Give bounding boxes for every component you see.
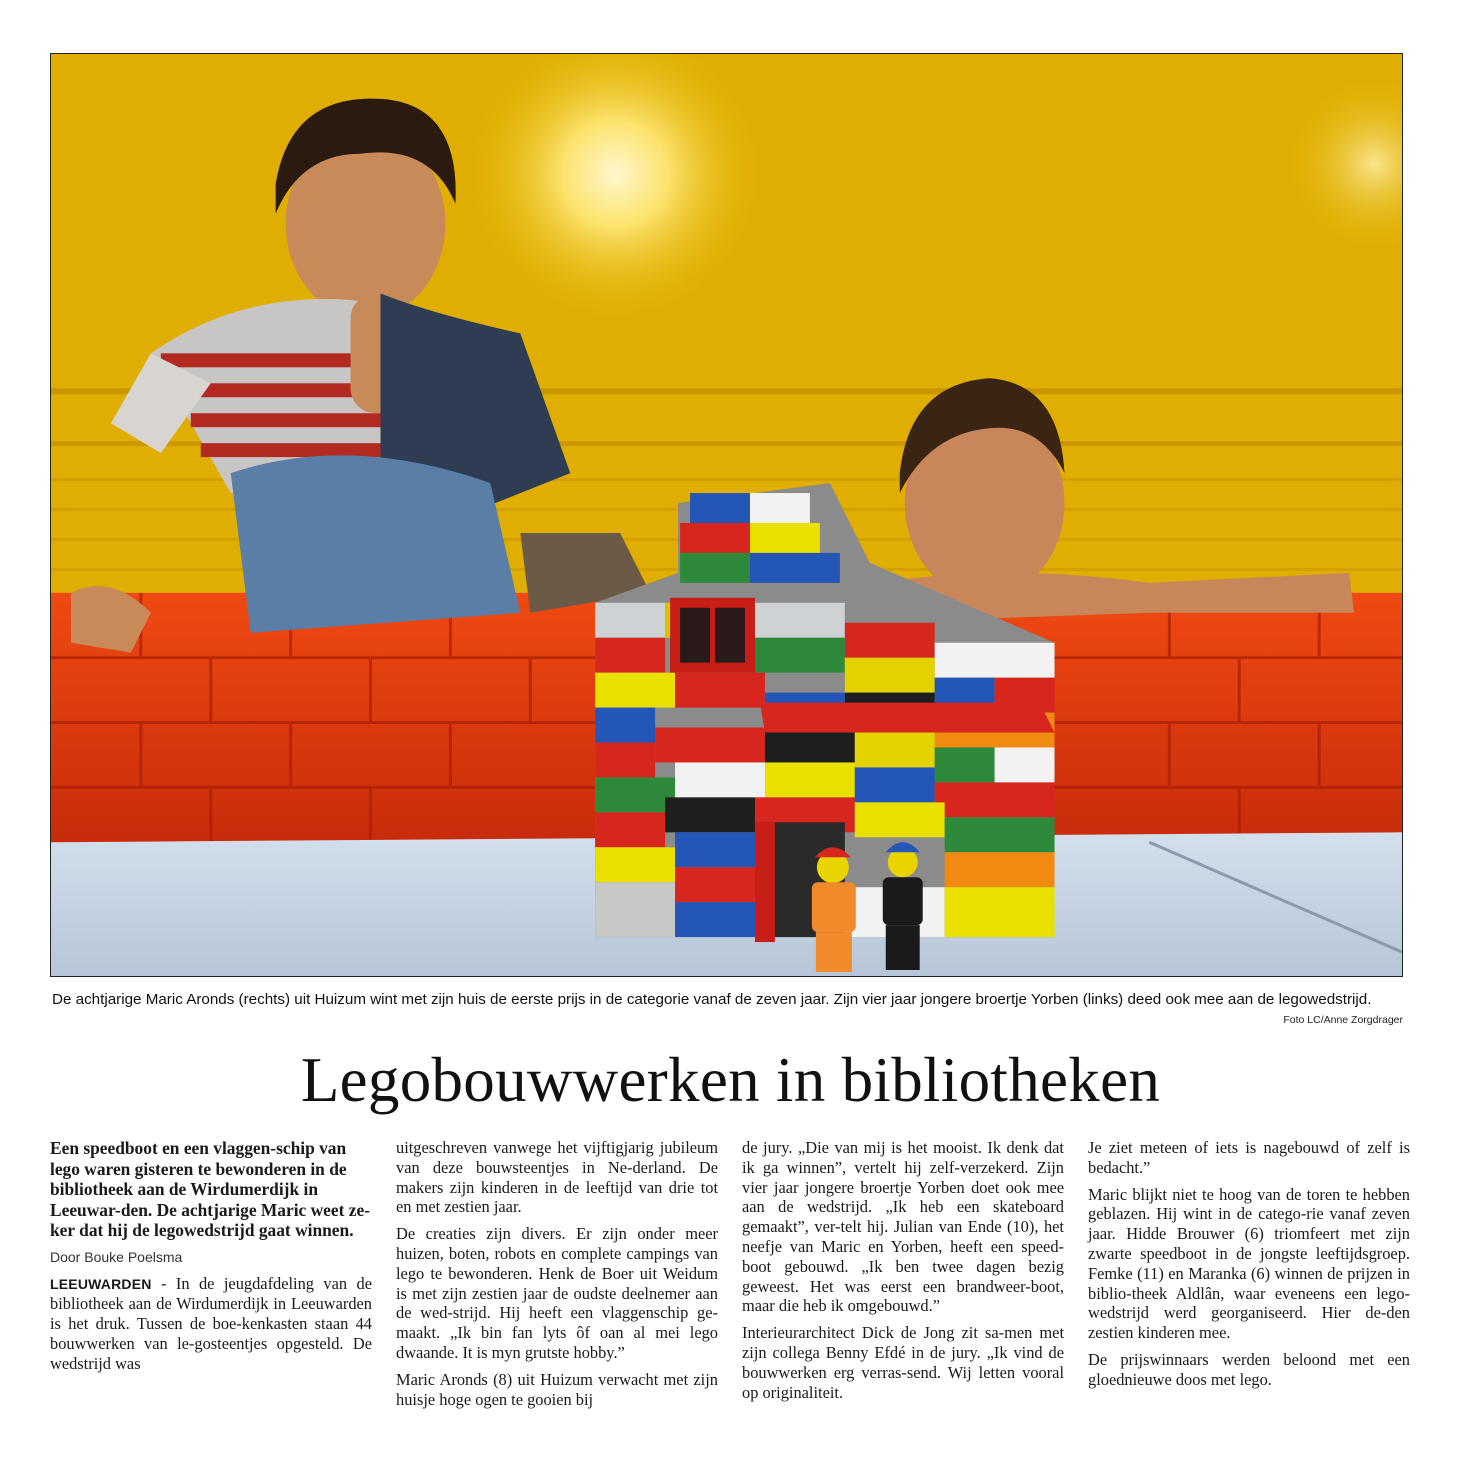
article-paragraph: uitgeschreven vanwege het vijftigjarig jubileum van deze bouwsteentjes in Ne-derland. De makers zijn kinderen in de leeftijd van drie tot en met zestien jaar. [396,1138,718,1217]
photo-caption: De achtjarige Maric Aronds (rechts) uit Huizum wint met zijn huis de eerste prijs in de categorie vanaf de zeven jaar. Zijn vier jaar jongere broertje Yorben (links) deed ook mee aan de legowedstrijd. [52,991,1372,1008]
article-paragraph: Je ziet meteen of iets is nagebouwd of zelf is bedacht.” [1088,1138,1410,1177]
dateline: LEEUWARDEN [50,1275,152,1292]
article-column-1 [50,1138,372,1380]
photo-credit: Foto LC/Anne Zorgdrager [1283,1014,1403,1026]
article-paragraph [50,1274,372,1374]
article-column-3 [742,1138,1064,1409]
article-paragraph: De prijswinnaars werden beloond met een gloednieuwe doos met lego. [1088,1349,1410,1389]
photo-illustration [51,54,1402,976]
article-paragraph: De creaties zijn divers. Er zijn onder meer huizen, boten, robots en complete campings van lego te bewonderen. Henk de Boer uit Weidum is met zijn zestien jaar de oudste deelnemer aan de wed-strijd. Hij heeft een vlaggenschip ge-maakt. „Ik bin fan lyts ôf oan al mei lego dwaande. It is myn grutste hobby.” [396,1224,718,1362]
article-column-4 [1088,1138,1410,1397]
article-paragraph: de jury. „Die van mij is het mooist. Ik denk dat ik ga winnen”, vertelt hij zelf-verzekerd. Zijn vier jaar jongere broertje Yorben doet ook mee aan de wedstrijd. „Ik heb een skateboard gemaakt”, ver-telt hij. Julian van Ende (10), het neefje van Maric en Yorben, heeft een speed-boot gebouwd. „Ik ben twee dagen bezig geweest. Het was eerst een brandweer-boot, maar die heb ik omgebouwd.” [742,1138,1064,1316]
article-column-2 [396,1138,718,1416]
byline: Door Bouke Poelsma [50,1248,183,1265]
article-paragraph: Maric blijkt niet te hoog van de toren te hebben geblazen. Hij wint in de catego-rie vanaf zeven jaar. Hidde Brouwer (6) triomfeert met zijn zwarte speedboot in de jongste leeftijdsgroep. Femke (11) en Maranka (6) winnen de prijzen in biblio-theek Aldlân, waar eveneens een lego-wedstrijd werd georganiseerd. Hier de-den zestien kinderen mee. [1088,1184,1410,1343]
news-photo [50,53,1403,977]
article-text: - In de jeugdafdeling van de bibliotheek aan de Wirdumerdijk in Leeuwarden is het druk. Tussen de boe-kenkasten staan 44 bouwwerken van le-gosteentjes opgesteld. De wedstrijd was [50,1273,372,1373]
lego-minifigure-black [883,842,923,970]
article-paragraph: Maric Aronds (8) uit Huizum verwacht met zijn huisje hoge ogen te gooien bij [396,1369,718,1409]
headline: Legobouwwerken in bibliotheken [300,1045,1161,1115]
article-paragraph: Interieurarchitect Dick de Jong zit sa-men met zijn collega Benny Efdé in de jury. „Ik vind de bouwwerken erg verras-send. Wij letten vooral op originaliteit. [742,1323,1064,1402]
article-lead: Een speedboot en een vlaggen-schip van lego waren gisteren te bewonderen in de bibliotheek aan de Wirdumerdijk in Leeuwar-den. De achtjarige Maric weet ze-ker dat hij de legowedstrijd gaat winnen. [50,1138,370,1240]
